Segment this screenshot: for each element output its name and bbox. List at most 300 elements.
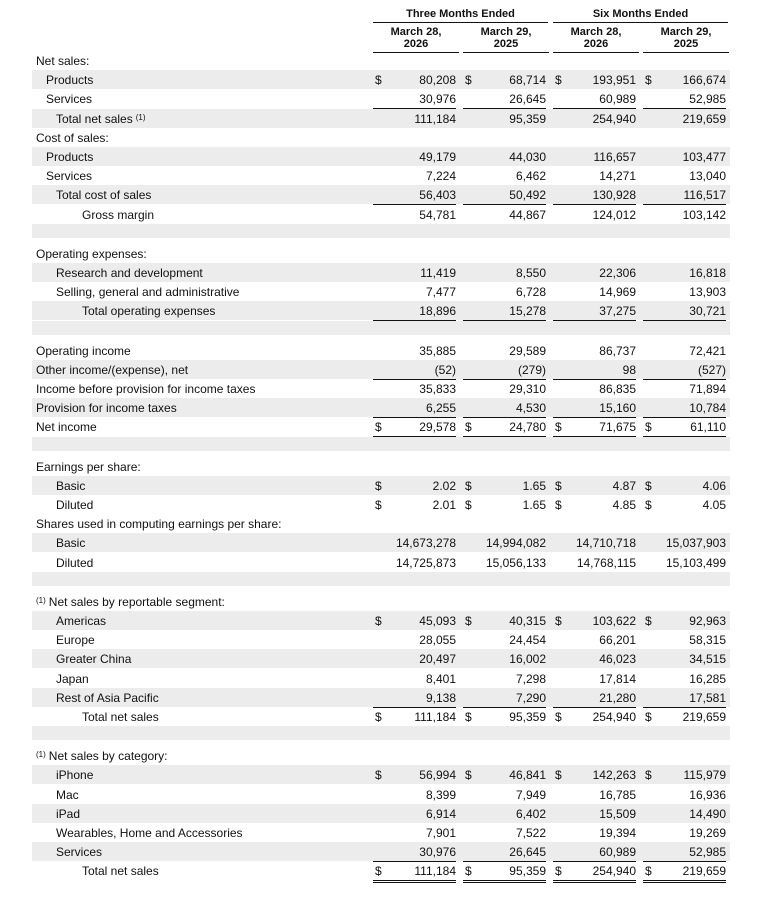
cell-value: 103,477 [682, 150, 726, 164]
cell-value: 13,040 [689, 169, 726, 184]
row-label-text: Earnings per share: [36, 459, 141, 474]
row-label [82, 864, 159, 878]
row-label [56, 266, 203, 280]
cell-value: 7,224 [425, 169, 456, 184]
cell-value: 86,835 [599, 382, 636, 396]
cell-value: 46,841 [509, 768, 546, 783]
three-months-header: Three Months Ended [373, 8, 548, 23]
value-cell [463, 611, 546, 630]
cell-value: 44,030 [509, 150, 546, 164]
row-label [56, 188, 151, 202]
value-cell [373, 185, 456, 205]
row-label-text: Net sales by reportable segment: [48, 594, 225, 609]
value-cell [373, 360, 456, 380]
cell-value: 17,581 [689, 690, 726, 705]
row-label [36, 363, 188, 377]
cell-value: 130,928 [592, 188, 636, 203]
table-row [32, 379, 730, 398]
cell-value: 14,969 [599, 285, 636, 300]
value-cell [463, 185, 546, 205]
footnote-marker: (1) [36, 750, 46, 760]
value-cell [643, 553, 726, 572]
value-cell [373, 842, 456, 862]
cell-value: 103,622 [592, 614, 636, 628]
row-label [36, 344, 131, 358]
value-cell [553, 185, 636, 205]
cell-value: 6,255 [425, 401, 456, 416]
cell-value: 115,979 [683, 768, 726, 783]
row-label-text: Products [46, 73, 94, 88]
row-label-text: Europe [56, 633, 95, 648]
cell-value: 7,298 [515, 671, 546, 686]
value-cell [463, 785, 546, 804]
cell-value: 52,985 [689, 845, 726, 860]
cell-value: 13,903 [689, 285, 726, 300]
table-row [32, 649, 730, 668]
row-label-text: Services [46, 169, 93, 184]
value-cell [373, 379, 456, 398]
row-label [36, 460, 141, 474]
value-cell [643, 785, 726, 804]
value-cell [373, 341, 456, 360]
row-label-text: Other income/(expense), net [36, 362, 189, 377]
table-row [32, 669, 730, 688]
cell-value: 16,285 [689, 671, 726, 686]
row-label-text: Greater China [56, 652, 132, 667]
dollar-sign: $ [465, 614, 472, 628]
value-cell [463, 533, 546, 552]
value-cell [463, 398, 546, 418]
value-cell [553, 341, 636, 360]
cell-value: 8,399 [425, 787, 456, 802]
cell-value: 68,714 [509, 73, 546, 88]
cell-value: 6,914 [425, 806, 456, 821]
section-spacer [32, 572, 730, 586]
value-cell [553, 823, 636, 842]
value-cell [643, 379, 726, 398]
cell-value: 17,814 [599, 671, 636, 686]
row-label-text: Research and development [56, 266, 203, 280]
row-label [56, 614, 106, 628]
row-label [56, 845, 102, 859]
footnote-marker: (1) [36, 595, 46, 605]
row-label [46, 73, 93, 87]
cell-value: 15,037,903 [665, 536, 726, 551]
cell-value: 4,530 [515, 401, 546, 416]
table-row [32, 147, 730, 166]
dollar-sign: $ [645, 768, 652, 783]
cell-value: 4.85 [612, 498, 636, 512]
cell-value: 86,737 [599, 343, 636, 358]
cell-value: 49,179 [419, 150, 456, 164]
cell-value: 7,949 [515, 787, 546, 802]
value-cell [373, 765, 456, 784]
value-cell [553, 553, 636, 572]
value-cell [553, 630, 636, 649]
value-cell [373, 669, 456, 688]
cell-value: 14,673,278 [395, 536, 456, 551]
row-label [46, 169, 92, 183]
dollar-sign: $ [555, 498, 562, 512]
value-cell [643, 147, 726, 166]
value-cell [643, 70, 726, 89]
footnote-marker: (1) [135, 112, 146, 122]
table-row [32, 592, 730, 611]
table-row [32, 109, 730, 128]
six-months-header: Six Months Ended [553, 8, 728, 23]
cell-value: 20,497 [419, 652, 456, 667]
row-label [46, 92, 92, 106]
cell-value: 15,278 [509, 304, 546, 319]
table-row [32, 70, 730, 89]
value-cell [373, 89, 456, 109]
table-row [32, 51, 730, 70]
section-spacer [32, 224, 730, 238]
cell-value: 18,896 [419, 304, 456, 319]
section-spacer [32, 321, 730, 335]
cell-value: 98 [622, 362, 636, 377]
table-row [32, 476, 730, 495]
row-label [56, 498, 93, 512]
row-label [56, 479, 85, 493]
row-label-text: Total cost of sales [56, 188, 152, 203]
value-cell [553, 842, 636, 862]
value-cell [463, 476, 546, 495]
cell-value: 219,659 [682, 864, 726, 879]
value-cell [373, 785, 456, 804]
section-spacer [32, 726, 730, 740]
cell-value: 45,093 [419, 614, 456, 628]
table-row [32, 417, 730, 436]
cell-value: 29,310 [509, 382, 546, 396]
cell-value: 54,781 [419, 207, 456, 222]
cell-value: 50,492 [509, 188, 546, 203]
value-cell [643, 495, 726, 514]
dollar-sign: $ [555, 710, 562, 724]
value-cell [553, 282, 636, 302]
row-label [36, 517, 281, 531]
row-label-text: Net sales by category: [48, 749, 168, 764]
value-cell [553, 495, 636, 514]
cell-value: (52) [434, 362, 456, 377]
value-cell [643, 611, 726, 630]
value-cell [373, 70, 456, 89]
cell-value: 7,522 [515, 826, 546, 840]
row-label-text: iPhone [56, 768, 94, 783]
value-cell [643, 282, 726, 302]
cell-value: 14,994,082 [485, 536, 546, 551]
table-row [32, 301, 730, 320]
dollar-sign: $ [555, 614, 562, 628]
table-row [32, 823, 730, 842]
value-cell [553, 147, 636, 166]
dollar-sign: $ [375, 478, 382, 493]
cell-value: 19,394 [599, 826, 636, 840]
row-label-text: Cost of sales: [36, 130, 109, 145]
cell-value: 52,985 [689, 92, 726, 107]
cell-value: 124,012 [592, 207, 636, 222]
row-label [56, 652, 131, 666]
cell-value: 61,110 [690, 420, 726, 435]
dollar-sign: $ [465, 864, 472, 879]
row-label-text: Rest of Asia Pacific [56, 690, 159, 705]
dollar-sign: $ [555, 768, 562, 783]
table-row [32, 398, 730, 417]
cell-value: 22,306 [599, 266, 636, 280]
table-row [32, 457, 730, 476]
col-header-six-2026 [553, 26, 639, 53]
table-row [32, 861, 730, 880]
cell-value: 7,901 [425, 826, 456, 840]
cell-value: 15,103,499 [665, 555, 726, 570]
value-cell [463, 861, 546, 883]
dollar-sign: $ [375, 864, 382, 879]
table-row [32, 166, 730, 185]
col-header-date: March 29, [480, 26, 532, 38]
value-cell [643, 263, 726, 282]
dollar-sign: $ [645, 864, 652, 879]
cell-value: 92,963 [689, 614, 726, 628]
value-cell [553, 70, 636, 89]
value-cell [553, 861, 636, 883]
cell-value: 2.01 [432, 498, 456, 512]
value-cell [373, 263, 456, 282]
table-row [32, 707, 730, 726]
col-header-six-2025 [643, 26, 729, 53]
cell-value: 8,550 [515, 266, 546, 280]
value-cell [553, 688, 636, 708]
value-cell [373, 630, 456, 649]
dollar-sign: $ [465, 498, 472, 512]
value-cell [553, 785, 636, 804]
col-header-three-2025 [463, 26, 549, 53]
cell-value: 34,515 [689, 652, 726, 667]
cell-value: 6,728 [515, 285, 546, 300]
value-cell [643, 89, 726, 109]
table-row [32, 89, 730, 108]
row-label [82, 304, 215, 318]
row-label-text: Americas [56, 614, 107, 628]
col-header-three-2026 [373, 26, 459, 53]
col-header-date: March 29, [660, 26, 712, 38]
value-cell [643, 533, 726, 552]
table-row [32, 611, 730, 630]
cell-value: 111,184 [414, 710, 456, 724]
row-label [36, 131, 109, 145]
table-row [32, 244, 730, 263]
row-label [56, 672, 89, 686]
value-cell [553, 533, 636, 552]
dollar-sign: $ [645, 710, 652, 724]
cell-value: 219,659 [682, 710, 726, 724]
value-cell [373, 804, 456, 823]
value-cell [553, 379, 636, 398]
value-cell [463, 669, 546, 688]
dollar-sign: $ [465, 478, 472, 493]
cell-value: 14,271 [599, 169, 636, 184]
row-label-text: Operating income [36, 343, 131, 358]
row-label [56, 285, 239, 299]
value-cell [553, 765, 636, 784]
cell-value: 28,055 [419, 633, 456, 648]
table-row [32, 688, 730, 707]
cell-value: 21,280 [599, 690, 636, 705]
value-cell [463, 360, 546, 380]
cell-value: 9,138 [425, 690, 456, 705]
value-cell [463, 823, 546, 842]
cell-value: 71,894 [689, 382, 726, 396]
value-cell [553, 166, 636, 186]
value-cell [643, 360, 726, 380]
cell-value: 19,269 [689, 826, 726, 840]
col-header-date: March 28, [570, 26, 622, 38]
row-label-text: Diluted [56, 555, 94, 570]
cell-value: 1.65 [522, 498, 546, 512]
value-cell [463, 630, 546, 649]
cell-value: 15,160 [599, 401, 636, 416]
value-cell [643, 861, 726, 883]
cell-value: 58,315 [689, 633, 726, 648]
value-cell [643, 823, 726, 842]
cell-value: 26,645 [509, 845, 546, 860]
value-cell [463, 89, 546, 109]
row-label [56, 768, 93, 782]
cell-value: 2.02 [432, 478, 456, 493]
dollar-sign: $ [555, 73, 562, 88]
cell-value: 16,785 [599, 787, 636, 802]
cell-value: 111,184 [414, 111, 456, 126]
table-row [32, 533, 730, 552]
dollar-sign: $ [465, 710, 472, 724]
table-row [32, 553, 730, 572]
cell-value: 14,725,873 [395, 555, 456, 570]
value-cell [373, 476, 456, 495]
value-cell [553, 669, 636, 688]
row-label-text: Basic [56, 478, 86, 493]
table-row [32, 746, 730, 765]
cell-value: 16,818 [689, 266, 726, 280]
cell-value: 95,359 [509, 710, 546, 724]
row-label-text: Mac [56, 787, 79, 802]
table-row [32, 785, 730, 804]
row-label-text: Total net sales [82, 710, 159, 724]
row-label-text: Wearables, Home and Accessories [56, 826, 243, 840]
cell-value: 142,263 [592, 768, 636, 783]
row-label [36, 382, 255, 396]
row-label-text: Total net sales [82, 864, 159, 879]
cell-value: (279) [517, 362, 546, 377]
cell-value: 35,885 [419, 343, 456, 358]
cell-value: 254,940 [592, 710, 636, 724]
row-label-text: Shares used in computing earnings per share: [36, 517, 282, 532]
row-label-text: Services [46, 92, 93, 107]
table-row [32, 205, 730, 224]
table-row [32, 263, 730, 282]
cell-value: 26,645 [509, 92, 546, 107]
table-row [32, 804, 730, 823]
value-cell [553, 109, 636, 128]
value-cell [373, 688, 456, 708]
row-label [36, 595, 225, 609]
row-label [56, 536, 85, 550]
value-cell [643, 166, 726, 186]
dollar-sign: $ [465, 73, 472, 88]
value-cell [373, 861, 456, 883]
col-header-year: 2026 [403, 38, 429, 50]
cell-value: 10,784 [689, 401, 726, 416]
table-row [32, 128, 730, 147]
cell-value: 4.05 [702, 498, 726, 512]
value-cell [463, 70, 546, 89]
cell-value: 15,056,133 [485, 555, 546, 570]
cell-value: 14,768,115 [576, 555, 636, 570]
dollar-sign: $ [645, 614, 652, 628]
cell-value: 60,989 [599, 845, 636, 860]
cell-value: 166,674 [682, 73, 726, 88]
value-cell [643, 185, 726, 205]
row-label [36, 247, 147, 261]
table-row [32, 514, 730, 533]
cell-value: 6,462 [515, 169, 546, 184]
cell-value: 4.06 [702, 478, 726, 493]
value-cell [373, 533, 456, 552]
cell-value: 35,833 [419, 382, 456, 396]
value-cell [373, 109, 456, 128]
row-label [82, 208, 154, 222]
value-cell [553, 89, 636, 109]
dollar-sign: $ [375, 73, 382, 88]
value-cell [643, 765, 726, 784]
cell-value: 111,184 [414, 864, 456, 879]
table-row [32, 282, 730, 301]
cell-value: 254,940 [592, 111, 636, 126]
cell-value: 8,401 [425, 671, 456, 686]
table-row [32, 360, 730, 379]
row-label-text: Selling, general and administrative [56, 285, 240, 300]
cell-value: 29,589 [509, 343, 546, 358]
cell-value: 72,421 [689, 343, 726, 358]
value-cell [553, 360, 636, 380]
cell-value: 14,710,718 [575, 536, 636, 551]
cell-value: 40,315 [509, 614, 546, 628]
cell-value: 16,002 [509, 652, 546, 667]
cell-value: 30,976 [419, 92, 456, 107]
dollar-sign: $ [375, 768, 382, 783]
cell-value: 193,951 [592, 73, 636, 88]
value-cell [463, 109, 546, 128]
cell-value: 29,578 [419, 420, 456, 435]
value-cell [643, 669, 726, 688]
dollar-sign: $ [465, 768, 472, 783]
value-cell [463, 553, 546, 572]
dollar-sign: $ [555, 420, 562, 435]
value-cell [373, 398, 456, 418]
row-label [56, 556, 93, 570]
value-cell [463, 842, 546, 862]
col-header-year: 2025 [493, 38, 519, 50]
value-cell [373, 649, 456, 668]
value-cell [373, 611, 456, 630]
row-label-text: Total operating expenses [82, 304, 216, 319]
row-label [36, 54, 89, 68]
row-label [56, 826, 243, 840]
col-header-date: March 28, [390, 26, 442, 38]
row-label-text: Income before provision for income taxes [36, 382, 256, 396]
value-cell [463, 263, 546, 282]
value-cell [373, 823, 456, 842]
cell-value: 14,490 [689, 806, 726, 821]
row-label-text: Net income [36, 420, 97, 435]
